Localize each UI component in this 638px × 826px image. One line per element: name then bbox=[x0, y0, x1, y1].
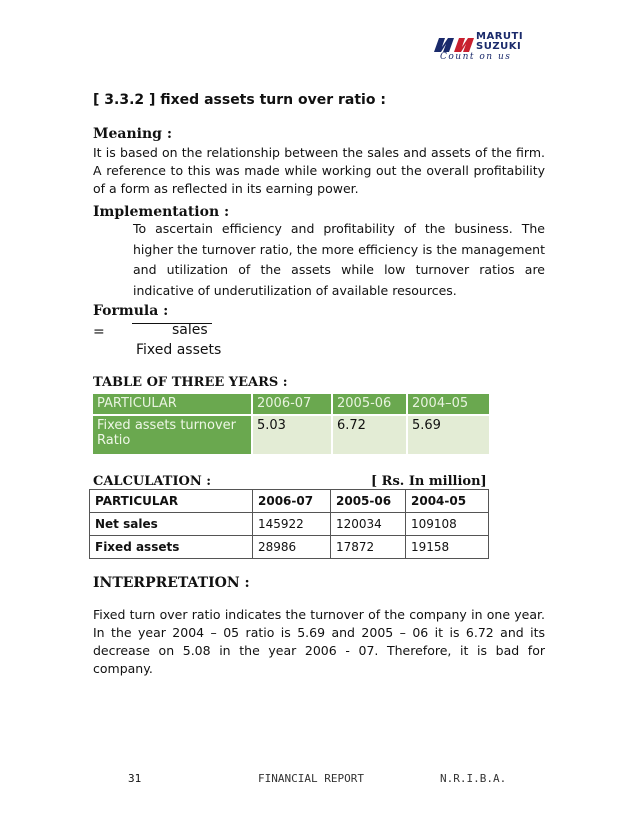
meaning-text: It is based on the relationship between the sales and assets of the firm. A reference to this was made while working out the overall profitability of a form as reflected in its earning power. bbox=[93, 145, 545, 196]
table-row bbox=[92, 415, 490, 455]
section-heading: [ 3.3.2 ] fixed assets turn over ratio : bbox=[93, 92, 386, 108]
three-years-table bbox=[91, 392, 491, 456]
header-cell: 2004–05 bbox=[407, 393, 490, 415]
formula-denominator: Fixed assets bbox=[136, 342, 222, 358]
header-cell: PARTICULAR bbox=[90, 490, 253, 513]
header-cell: 2005-06 bbox=[331, 490, 406, 513]
value-cell: 145922 bbox=[253, 513, 331, 536]
implementation-title: Implementation : bbox=[93, 204, 230, 220]
formula-numerator: sales bbox=[172, 322, 208, 338]
value-cell: 109108 bbox=[406, 513, 489, 536]
footer-report-title: FINANCIAL REPORT bbox=[258, 772, 364, 785]
table-row bbox=[90, 513, 489, 536]
logo-tagline: Count on us bbox=[440, 52, 512, 62]
calculation-table bbox=[89, 489, 489, 559]
header-cell: 2006-07 bbox=[253, 490, 331, 513]
table-header-row bbox=[90, 490, 489, 513]
calculation-unit: [ Rs. In million] bbox=[371, 474, 487, 489]
formula-equals: = bbox=[93, 324, 105, 340]
logo-line2: SUZUKI bbox=[476, 41, 522, 52]
header-cell: 2005-06 bbox=[332, 393, 407, 415]
page-number: 31 bbox=[128, 772, 142, 785]
table-header-row bbox=[92, 393, 490, 415]
value-cell: 120034 bbox=[331, 513, 406, 536]
implementation-text: To ascertain efficiency and profitability of the business. The higher the turnover ratio, the more efficiency is the management and utilization of the assets while low turnover ratios are indicative of underutilization of available resources. bbox=[133, 221, 545, 298]
value-cell: 5.69 bbox=[407, 415, 490, 455]
value-cell: 28986 bbox=[253, 536, 331, 559]
logo-line1: MARUTI bbox=[476, 31, 524, 42]
header-cell: 2004-05 bbox=[406, 490, 489, 513]
value-cell: 17872 bbox=[331, 536, 406, 559]
maruti-suzuki-logo-mark bbox=[434, 38, 480, 52]
footer-org: N.R.I.B.A. bbox=[440, 772, 507, 785]
value-cell: 5.03 bbox=[252, 415, 332, 455]
row-label-cell: Fixed assets bbox=[90, 536, 253, 559]
header-cell: 2006-07 bbox=[252, 393, 332, 415]
value-cell: 19158 bbox=[406, 536, 489, 559]
table-row bbox=[90, 536, 489, 559]
row-label-cell: Net sales bbox=[90, 513, 253, 536]
logo-wordmark bbox=[476, 32, 523, 52]
interpretation-text: Fixed turn over ratio indicates the turnover of the company in one year. In the year 2004 – 05 ratio is 5.69 and 2005 – 06 it is 6.72 and its decrease on 5.08 in the year 2006 - 07. Therefore, it is bad for company. bbox=[93, 607, 545, 676]
table-three-years-title: TABLE OF THREE YEARS : bbox=[93, 375, 288, 390]
calculation-title: CALCULATION : bbox=[93, 474, 212, 489]
interpretation-title: INTERPRETATION : bbox=[93, 575, 250, 591]
row-label-cell: Fixed assets turnover Ratio bbox=[92, 415, 252, 455]
value-cell: 6.72 bbox=[332, 415, 407, 455]
header-cell: PARTICULAR bbox=[92, 393, 252, 415]
meaning-title: Meaning : bbox=[93, 126, 172, 142]
formula-title: Formula : bbox=[93, 303, 169, 319]
